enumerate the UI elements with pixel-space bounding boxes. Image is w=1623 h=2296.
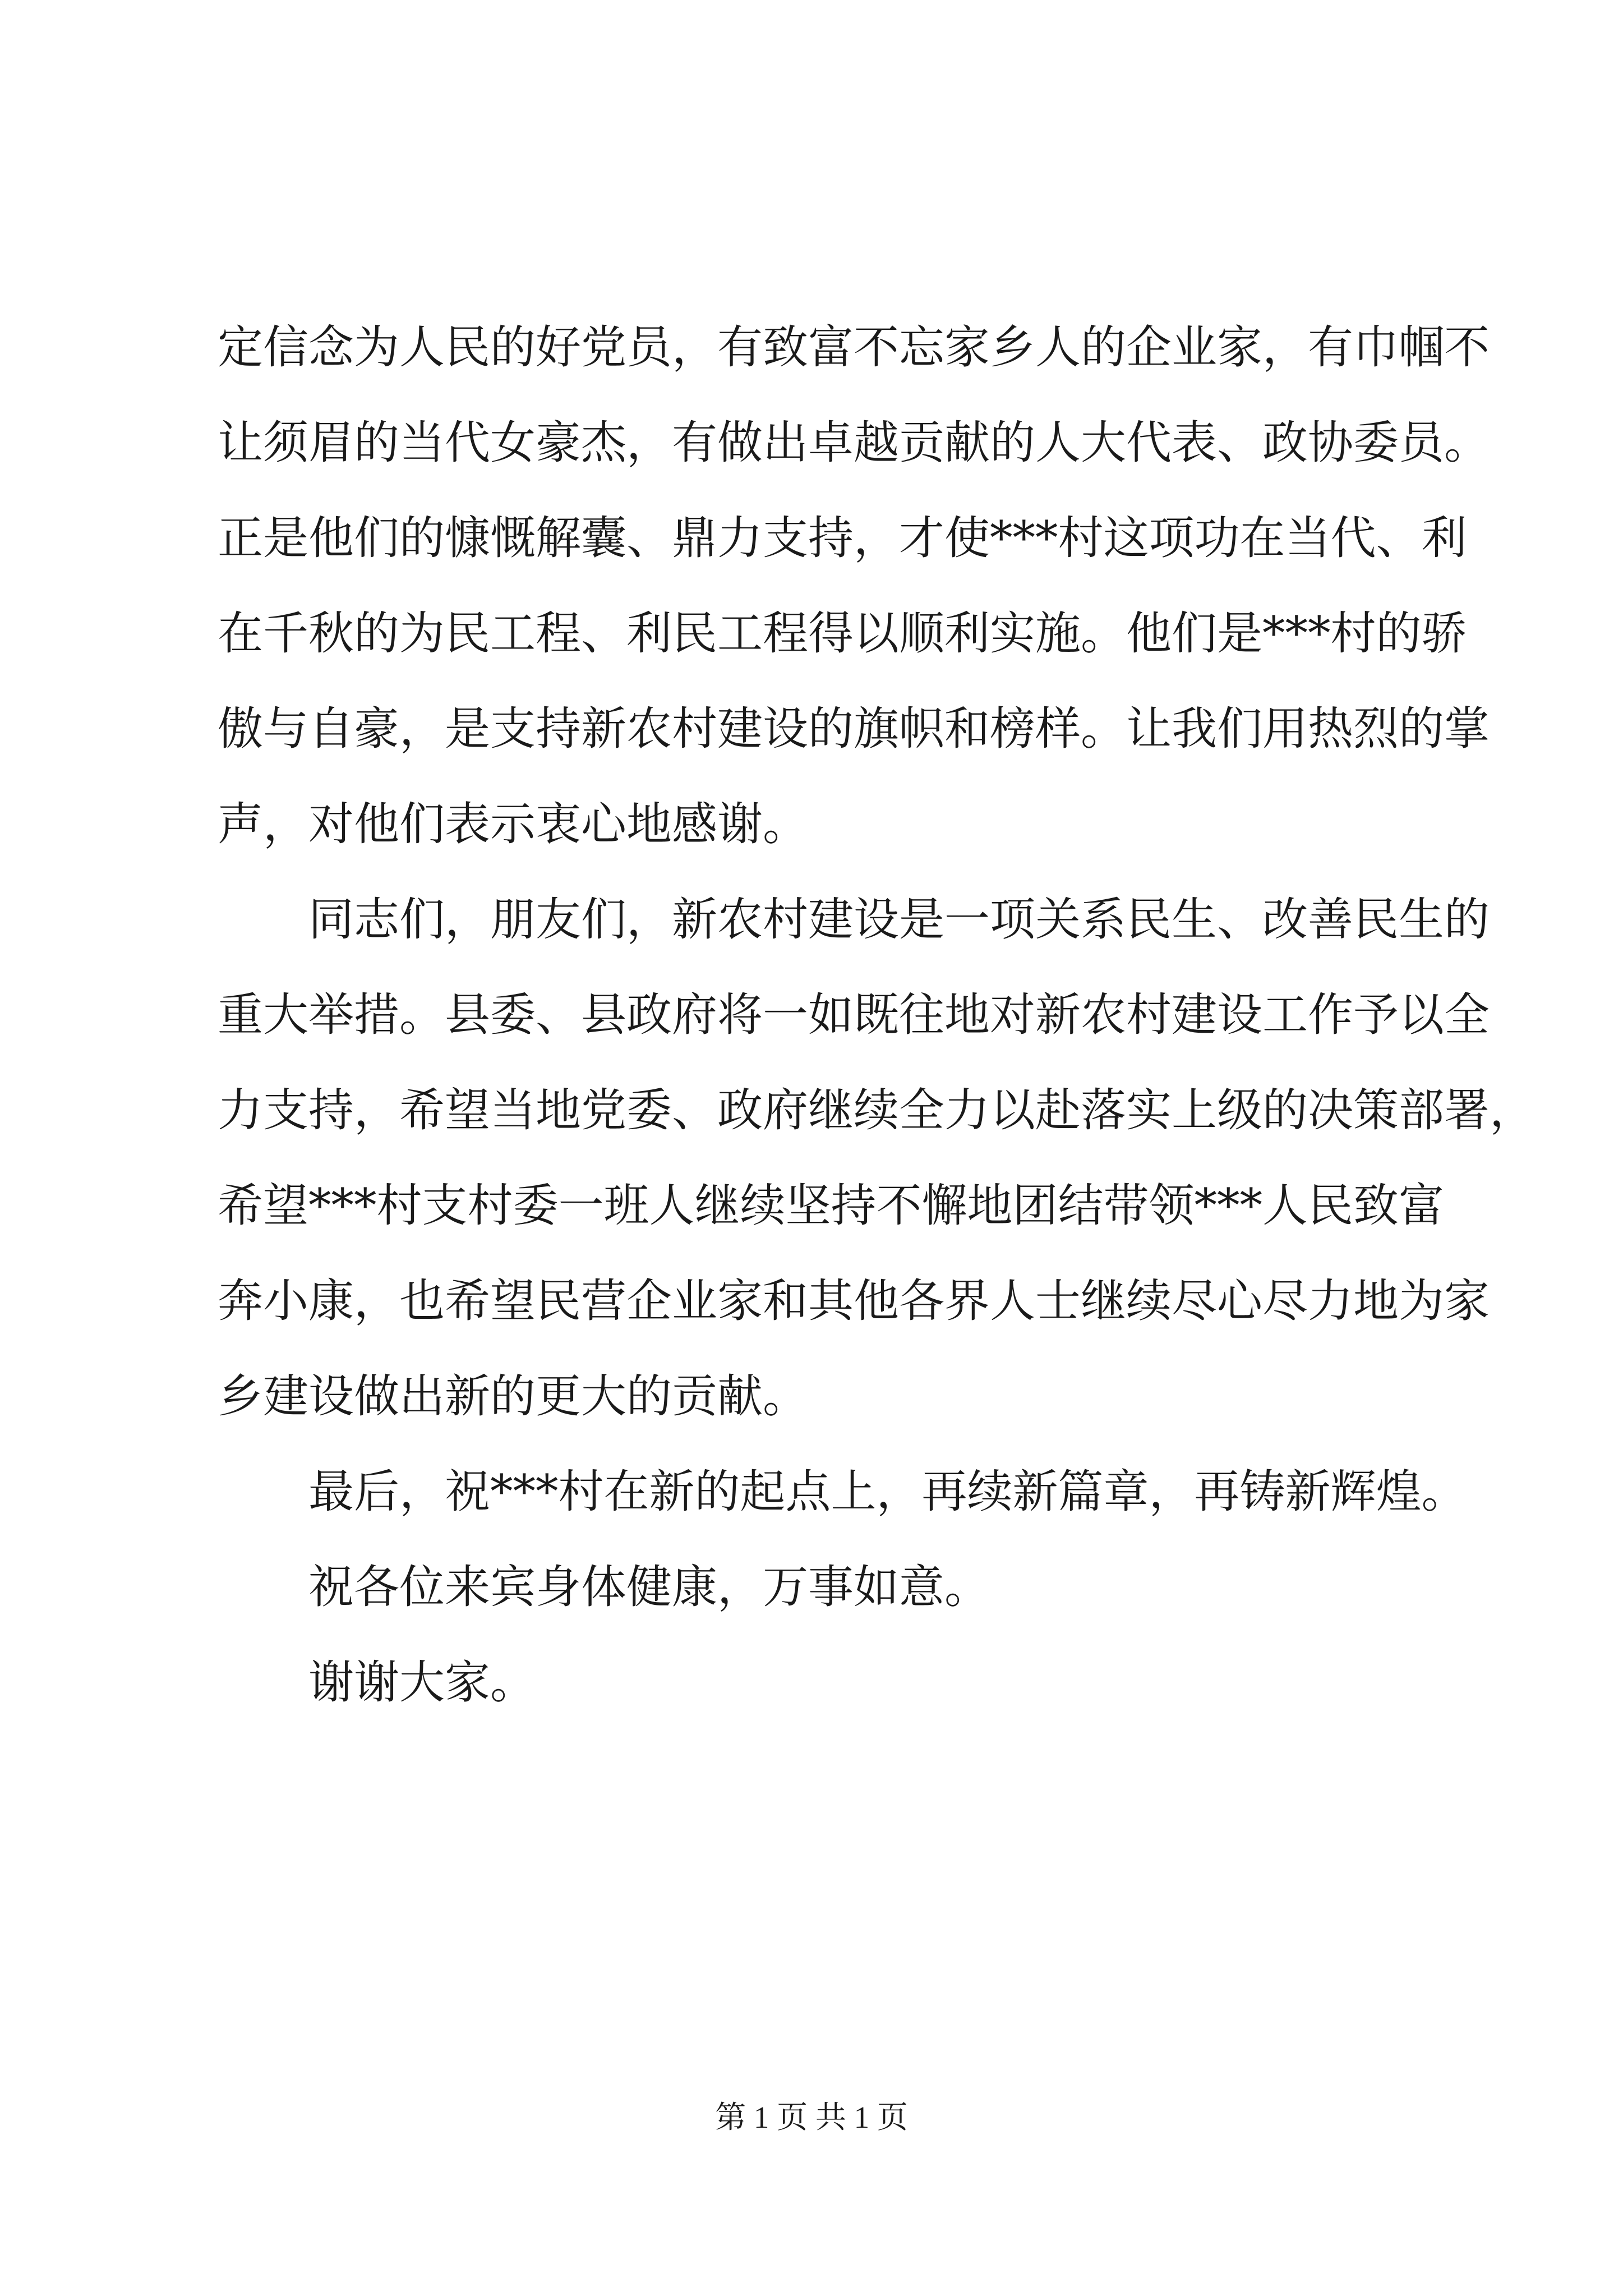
text-line: 希望***村支村委一班人继续坚持不懈地团结带领***人民致富 [218,1180,1445,1232]
text-line: 奔小康，也希望民营企业家和其他各界人士继续尽心尽力地为家 [218,1275,1490,1328]
document-body [218,300,1536,1731]
page-footer [0,2095,1623,2140]
text-line: 正是他们的慷慨解囊、鼎力支持，才使***村这项功在当代、利 [218,512,1467,565]
text-line: 重大举措。县委、县政府将一如既往地对新农村建设工作予以全 [218,989,1490,1042]
paragraph-start-line: 最后，祝***村在新的起点上，再续新篇章，再铸新辉煌。 [308,1466,1467,1519]
text-line: 让须眉的当代女豪杰，有做出卓越贡献的人大代表、政协委员。 [218,417,1490,470]
page-number-label: 第 1 页 共 1 页 [715,2100,908,2134]
text-line: 定信念为人民的好党员，有致富不忘家乡人的企业家，有巾帼不 [218,321,1490,374]
text-line: 声，对他们表示衷心地感谢。 [218,798,809,851]
paragraph-start-line: 祝各位来宾身体健康，万事如意。 [308,1561,990,1614]
text-line: 在千秋的为民工程、利民工程得以顺利实施。他们是***村的骄 [218,608,1467,660]
paragraph-start-line: 谢谢大家。 [308,1657,536,1709]
paragraph-start-line: 同志们，朋友们，新农村建设是一项关系民生、改善民生的 [308,894,1490,946]
text-line: 力支持，希望当地党委、政府继续全力以赴落实上级的决策部署， [218,1084,1536,1137]
text-line: 乡建设做出新的更大的贡献。 [218,1370,809,1423]
text-line: 傲与自豪，是支持新农村建设的旗帜和榜样。让我们用热烈的掌 [218,703,1490,756]
